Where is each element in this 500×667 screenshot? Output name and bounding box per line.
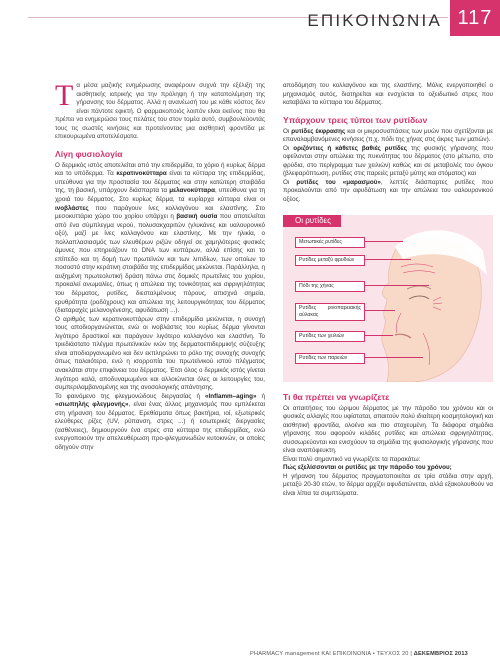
- section-title: ΕΠΙΚΟΙΝΩΝΙΑ: [307, 11, 442, 30]
- physiology-paragraph: Ο δερμικός ιστός αποτελείται από την επιδερμίδα, το χόριο ή κυρίως δέρμα και το υπόδερμα. Τα κερατινοκύτταρα είναι τα κύτταρα της επιδερμίδας, υπεύθυνα για την προστασία του δέρματος και στην κατώτερη στοιβάδα της, τη βασική, υπάρχουν διάσπαρτα τα μελανοκύτταρα, υπεύθυνα για τη χροιά του δέρματος. Στο κυρίως δέρμα, τα κυρίαρχα κύτταρα είναι οι ινοβλάστες που παράγουν ίνες κολλαγόνου και ελαστίνης. Στο μεσοκυττάριο χώρο του χορίου υπάρχει η βασική ουσία που αποτελείται από ένα σύμπλεγμα νερού, πολυσακχαριτών (γλυκάνες και υαλουρονικό οξύ), μαζί με ίνες κολλαγόνου και ελαστίνης. Με την ηλικία, ο πολλαπλασιασμός των ελευθέρων ριζών οδηγεί σε χαμηλότερες φυσικές άμυνες που επηρεάζουν το DNA των κυττάρων, αλλά επίσης και το επίπεδο και τη δομή των πρωτεϊνών και των λιπιδίων, των οποίων το ποσοστό στην κεράτινη στοιβάδα της επιδερμίδας μειώνεται. Παράλληλα, η αυξημένη πρωτεολυτική δράση πάνω στις δομικές πρωτεΐνες του χορίου, προκαλεί ανωμαλίες, όπως η απώλεια της τονικότητας και σφριγηλότητας του δέρματος, ρυτίδες, διεσταλμένους πόρους, απισχνά σημεία, ερυθρότητα (ροδόχρους) και απώλεια της λειτουργικότητας του δέρματος (διαταραχές μελανογένεσης, αφυδάτωση ...).: [55, 161, 265, 315]
- label-crows-feet: Πόδι της χήνας: [295, 281, 365, 292]
- label-glabellar-wrinkles: Ρυτίδες μεταξύ φρυδιών: [295, 255, 365, 266]
- keratinocytes-paragraph: Ο αριθμός των κερατινοκυττάρων στην επιδερμίδα μειώνεται, η συνοχή τους αποδιοργανώνεται, ενώ οι ινοβλάστες του κυρίως δέρμα γίνονται λιγότερο δραστικοί και παράγουν λιγότερο κολλαγόνο και ελαστίνη. Το τριεδιάστατο πλέγμα πρωτεϊνικών ινών της δερματοεπιδερμικής σύζευξης είναι αποδιοργανωμένο και δεν εκπληρώνει το ρόλο της συνοχής συνοχής όπως παλαιότερα, ενώ η ισορροπία του πρωτεϊνικού ιστού πλέγματος ανακλάται στην επιφάνεια του δέρματος. Έτσι όλος ο δερμικός ιστός γίνεται λιγότερο καλά, αποδυναμωμένοι και αλλοιώνεται όλες οι λειτουργίες του, συμπεριλαμβανομένης και της ανοσολογικής απάντησης.: [55, 315, 265, 392]
- label-forehead-wrinkles: Μετωπικές ρυτίδες: [295, 237, 365, 248]
- diagram-tab: Οι ρυτίδες: [283, 215, 341, 228]
- leader-line: [365, 310, 395, 311]
- footer-issue: ΤΕΥΧΟΣ 20 |: [376, 651, 413, 657]
- footer-separator: •: [372, 651, 375, 657]
- left-column: [55, 79, 265, 452]
- footer-date: ΔΕΚΕΜΒΡΙΟΣ 2013: [413, 651, 468, 657]
- right-column: [283, 82, 493, 499]
- wrinkle-type-expression: Οι ρυτίδες έκφρασης και οι μικροσυσπάσεις των μυών που σχετίζονται με επαναλαμβανόμενες κινήσεις (π.χ. πόδι της χήνας στις άκρες των ματιών).: [283, 127, 494, 144]
- inflammaging-paragraph: Το φαινόμενο της φλεγμονώδους διεργασίας ή «Inflamm–aging» ή «σιωπηλής φλεγμονής», είναι ένας άλλος μηχανισμός που εμπλέκεται στη γήρανση του δέρματος. Ερεθίσματα όπως βακτήρια, ιοί, εξωτερικές ελεύθερες ρίζες (UV, ρύπανση, στρες ...) ή εσωτερικές διεργασίες (ασθένειες), δημιουργούν ένα στρες στα κύτταρα της επιδερμίδας, ενώ ενεργοποιούν την απελευθέρωση προ-φλεγμονωδών κυτοκινών, οι οποίες οδηγούν στην: [55, 392, 265, 451]
- label-cheek-wrinkles: Ρυτίδες των παρειών: [295, 353, 365, 364]
- leader-line: [365, 335, 393, 336]
- footer-publication: PHARMACY management ΚΑΙ ΕΠΙΚΟΙΝΩΝΙΑ: [250, 651, 372, 657]
- leader-line: [365, 241, 403, 242]
- page-number: 117: [450, 0, 500, 36]
- leader-line: [365, 259, 411, 260]
- intro-text: α μέσα μαζικής ενημέρωσης αναφέρουν συχνά την εξέλιξη της αισθητικής ιατρικής για την πρόληψη ή την καταπολέμηση της γήρανσης του δέρματος. Αλλά η ανανέωσή του με κάθε κόστος δεν είναι πάντοτε εφικτή. Ο φαρμακοποιός λοιπόν είναι εκείνος που θα πρέπει να ενημερώσει τους πελάτες του στον τομέα αυτό, συμβουλεύοντάς τους τις σωστές κινήσεις και προτείνοντας μια αισθητική φροντίδα με επικουρωμένα αποτελέσματα.: [55, 82, 265, 141]
- heading-physiology: Λίγη φυσιολογία: [55, 148, 123, 159]
- label-lip-wrinkles: Ρυτίδες των χειλιών: [295, 331, 365, 342]
- evolution-paragraph: Πώς εξελίσσονται οι ρυτίδες με την πάροδο του χρόνου; Η γήρανση του δέρματος πραγματοποιείται σε τρία στάδια στην αρχή, μεταξύ 20-30 ετών, το δέρμα αρχίζει αφυδατώνεται, αλλά εξακολουθούν να είναι λίπια τα συμπτώματα.: [283, 464, 493, 498]
- wrinkles-diagram: [283, 215, 493, 382]
- leader-line: [365, 357, 423, 358]
- intro-paragraph: [55, 79, 265, 142]
- important-note: Είναι πολύ σημαντικό να γνωρίζετε τα παρακάτω:: [283, 455, 421, 463]
- label-nasolabial: Ρυτίδες ρινοπαρειακής αύλακας: [295, 303, 365, 321]
- heading-wrinkle-types: Υπάρχουν τρεις τύποι των ρυτίδων: [283, 114, 428, 125]
- page-footer: [250, 651, 468, 657]
- leader-line: [365, 285, 429, 286]
- wrinkle-type-deep: Οι οριζόντιες ή κάθετες βαθιές ρυτίδες της φυσικής γήρανσης που οφείλονται στην απώλεια της πυκνότητας του δέρματος (στο μέτωπο, στο φρύδια, στο περίγραμμα των χειλιών) καθώς και σε μεταβολές του όγκου (βλεφαρόπτωση, ρυτίδες στις παρειές μεταξύ μύτης και στόματος) και: [283, 144, 493, 178]
- drop-cap: Τ: [55, 79, 74, 112]
- wrinkle-type-atrophy: Οι ρυτίδες του «μαρασμού», λεπτές διάσπαρτες ρυτίδες που προκαλούνται από την αφυδάτωση και την απώλεια του υαλουρονικού οξέος.: [283, 178, 493, 204]
- continuation-paragraph: αποδόμηση του κολλαγόνου και της ελαστίνης. Μόλις ενεργοποιηθεί ο μηχανισμός αυτός, διατηρείται και ενσχύεται το οξειδωτικό στρες που καταβάλει τα κύτταρα του δέρματος.: [283, 82, 493, 107]
- needs-paragraph: Οι απαιτήσεις του ώριμου δέρματος με την πάροδο του χρόνου και οι φυσικές αλλαγές που υφίσταται, απαιτούν πολύ ιδιαίτερη κοσμητολογική και αισθητική φροντίδα, ολοένα και πιο στοχευμένη. Τα διάφορα σημάδια γήρανσης που αφορούν κιλάδες ρυτίδες και απώλεια σφριγηλότητας, συσσωρεύονται και ενισχύουν τα σημάδια της φυσιολογικής γήρανσης που είναι αναπόφευκτη.: [283, 404, 493, 455]
- heading-what-to-know: Τι θα πρέπει να γνωρίζετε: [283, 391, 390, 402]
